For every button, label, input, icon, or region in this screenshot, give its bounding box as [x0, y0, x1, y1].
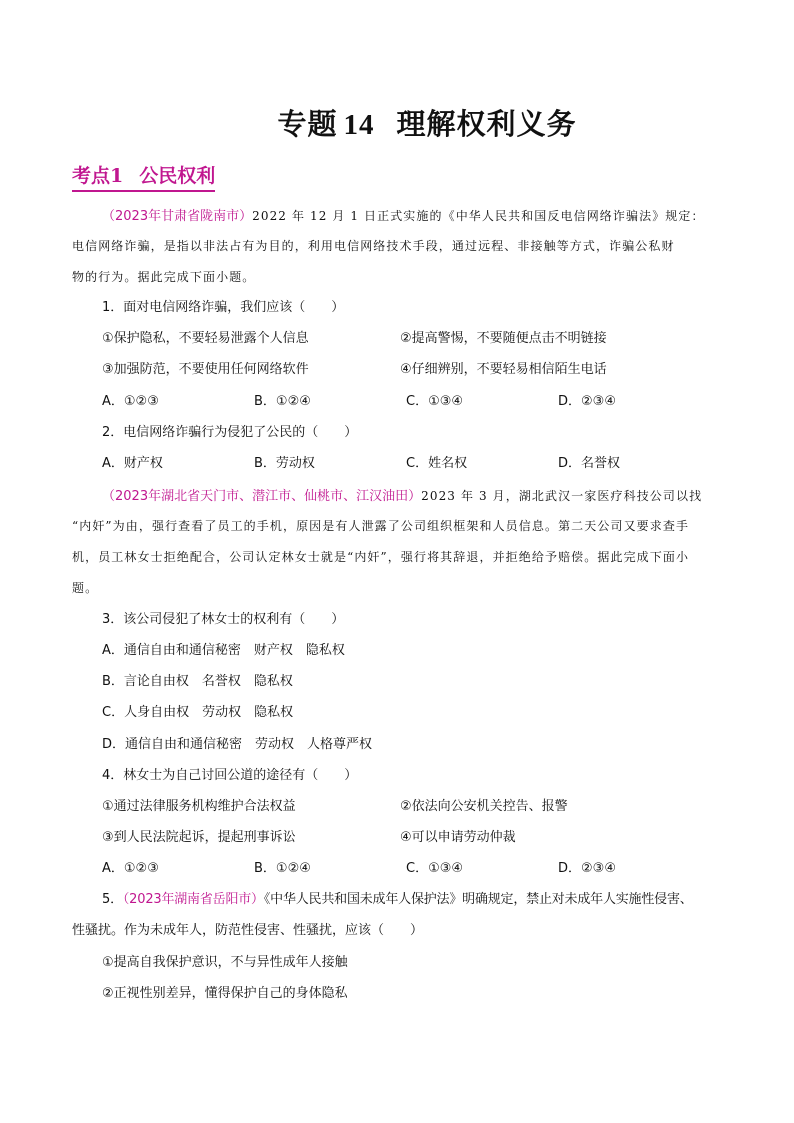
q4-statement-2: ②依法向公安机关控告、报警 — [400, 799, 568, 814]
title-name: 理解权利义务 — [396, 107, 577, 141]
q4-statement-3: ③到人民法院起诉，提起刑事诉讼 — [102, 830, 296, 845]
q4-options — [72, 859, 724, 879]
page-title — [0, 102, 794, 143]
q1-statements-row1 — [72, 329, 724, 349]
q2-option-a: A．财产权 — [102, 456, 163, 471]
q1-statement-4: ④仔细辨别，不要轻易相信陌生电话 — [400, 362, 607, 377]
q4-statements-row1 — [72, 797, 724, 817]
q1-option-a: A．①②③ — [102, 394, 159, 409]
material1-line3: 物的行为。据此完成下面小题。 — [72, 270, 256, 284]
q5-source: （2023年湖南省岳阳市） — [122, 892, 264, 907]
q4-stem: 4．林女士为自己讨回公道的途径有（ ） — [102, 768, 358, 783]
q1-options — [72, 392, 724, 412]
q2-option-c: C．姓名权 — [406, 456, 468, 471]
q1-statement-2: ②提高警惕，不要随便点击不明链接 — [400, 331, 607, 346]
q1-option-c: C．①③④ — [406, 394, 464, 409]
q5-number: 5． — [102, 892, 123, 907]
section-number: 1 — [110, 165, 124, 187]
material2-line2: “内奸”为由，强行查看了员工的手机，原因是有人泄露了公司组织框架和人员信息。第二天公司又要求查手 — [72, 519, 690, 533]
q5-line2: 性骚扰。作为未成年人，防范性侵害、性骚扰，应该（ ） — [72, 923, 424, 938]
q2-option-b: B．劳动权 — [254, 456, 315, 471]
q3-option-a: A．通信自由和通信秘密 财产权 隐私权 — [102, 643, 345, 658]
q4-statements-row2 — [72, 828, 724, 848]
q2-option-d: D．名誉权 — [558, 456, 621, 471]
q4-option-c: C．①③④ — [406, 861, 464, 876]
q5-line1: 5．（2023年湖南省岳阳市）《中华人民共和国未成年人保护法》明确规定，禁止对未成年人实施性侵害、 — [102, 892, 693, 907]
q4-option-b: B．①②④ — [254, 861, 311, 876]
section-label: 考点 — [72, 165, 111, 187]
q5-statement-2: ②正视性别差异，懂得保护自己的身体隐私 — [102, 986, 348, 1001]
q4-option-a: A．①②③ — [102, 861, 159, 876]
material2-line4: 题。 — [72, 581, 99, 595]
q1-statements-row2 — [72, 360, 724, 380]
q4-statement-4: ④可以申请劳动仲裁 — [400, 830, 516, 845]
q3-stem: 3．该公司侵犯了林女士的权利有（ ） — [102, 612, 345, 627]
q2-options — [72, 454, 724, 474]
title-number: 14 — [343, 109, 375, 141]
q1-statement-1: ①保护隐私，不要轻易泄露个人信息 — [102, 331, 309, 346]
section-name: 公民权利 — [139, 165, 216, 187]
material2-line1: （2023年湖北省天门市、潜江市、仙桃市、江汉油田）2023 年 3 月，湖北武汉一家医疗科技公司以找 — [102, 489, 703, 504]
q4-statement-1: ①通过法律服务机构维护合法权益 — [102, 799, 296, 814]
q5-statement-1: ①提高自我保护意识，不与异性成年人接触 — [102, 955, 348, 970]
q1-statement-3: ③加强防范，不要使用任何网络软件 — [102, 362, 309, 377]
material1-line2: 电信网络诈骗，是指以非法占有为目的，利用电信网络技术手段，通过远程、非接触等方式，诈骗公私财 — [72, 239, 675, 253]
q3-option-d: D．通信自由和通信秘密 劳动权 人格尊严权 — [102, 737, 373, 752]
q1-stem: 1．面对电信网络诈骗，我们应该（ ） — [102, 300, 345, 315]
material1-line1: （2023年甘肃省陇南市）2022 年 12 月 1 日正式实施的《中华人民共和国反电信网络诈骗法》规定： — [102, 209, 705, 224]
q3-option-c: C．人身自由权 劳动权 隐私权 — [102, 705, 294, 720]
material1-source: （2023年甘肃省陇南市） — [102, 209, 253, 224]
title-prefix: 专题 — [277, 107, 338, 141]
material2-line3: 机，员工林女士拒绝配合，公司认定林女士就是“内奸”，强行将其辞退，并拒绝给予赔偿。据此完成下面小 — [72, 550, 690, 564]
section-heading — [72, 163, 215, 192]
q1-option-d: D．②③④ — [558, 394, 616, 409]
q1-option-b: B．①②④ — [254, 394, 311, 409]
q4-option-d: D．②③④ — [558, 861, 616, 876]
q2-stem: 2．电信网络诈骗行为侵犯了公民的（ ） — [102, 425, 358, 440]
material2-source: （2023年湖北省天门市、潜江市、仙桃市、江汉油田） — [102, 489, 422, 504]
q3-option-b: B．言论自由权 名誉权 隐私权 — [102, 674, 293, 689]
